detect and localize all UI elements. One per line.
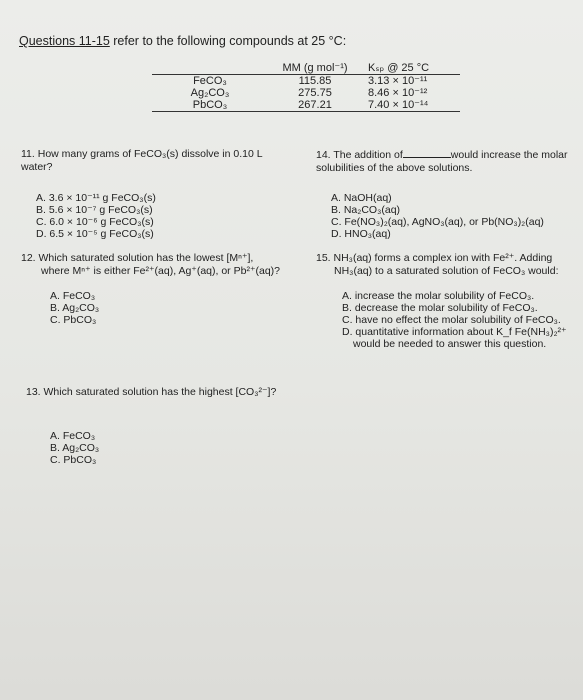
option-c[interactable]: C. PbCO₃ <box>50 314 97 326</box>
compound-cell: FeCO₃ <box>193 75 227 87</box>
question-15-line2: NH₃(aq) to a saturated solution of FeCO₃ would: <box>334 265 559 277</box>
molar-mass-cell: 275.75 <box>298 87 332 99</box>
ksp-cell: 8.46 × 10⁻¹² <box>368 87 428 99</box>
option-a[interactable]: A. FeCO₃ <box>50 430 96 442</box>
option-d[interactable]: D. 6.5 × 10⁻⁵ g FeCO₃(s) <box>36 228 154 240</box>
option-a[interactable]: A. increase the molar solubility of FeCO₃. <box>342 290 535 302</box>
question-14-options <box>331 192 544 240</box>
table-header-compound <box>152 62 268 75</box>
question-12-line2: where Mⁿ⁺ is either Fe²⁺(aq), Ag⁺(aq), or Pb²⁺(aq)? <box>41 265 280 277</box>
table-header-molar-mass: MM (g mol⁻¹) <box>268 62 362 75</box>
option-c[interactable]: C. Fe(NO₃)₂(aq), AgNO₃(aq), or Pb(NO₃)₂(aq) <box>331 216 544 228</box>
table-row <box>152 75 460 88</box>
option-c[interactable]: C. have no effect the molar solubility of FeCO₃. <box>342 314 561 326</box>
option-b[interactable]: B. Na₂CO₃(aq) <box>331 204 401 216</box>
option-d[interactable]: D. quantitative information about K_f Fe(NH₃)₂²⁺ would be needed to answer this question. <box>342 326 567 350</box>
question-13-options <box>50 430 99 466</box>
option-b[interactable]: B. decrease the molar solubility of FeCO₃. <box>342 302 538 314</box>
question-14-stem-start: 14. The addition of <box>316 149 403 161</box>
question-12-text <box>21 252 291 278</box>
answer-blank <box>403 148 451 158</box>
ksp-cell: 7.40 × 10⁻¹⁴ <box>362 99 460 112</box>
molar-mass-cell: 267.21 <box>268 99 362 112</box>
question-14-stem-line2: solubilities of the above solutions. <box>316 162 473 174</box>
table-header-row <box>152 62 460 75</box>
option-d[interactable]: D. HNO₃(aq) <box>331 228 391 240</box>
question-15-options <box>342 290 578 350</box>
question-12-options <box>50 290 99 326</box>
question-11-text: 11. How many grams of FeCO₃(s) dissolve in 0.10 L water? <box>21 148 263 173</box>
table-row <box>152 87 460 99</box>
heading-text: refer to the following compounds at 25 °C: <box>109 34 347 48</box>
compound-cell: PbCO₃ <box>152 99 268 112</box>
ksp-cell: 3.13 × 10⁻¹¹ <box>368 75 428 87</box>
question-12-line1: 12. Which saturated solution has the lowest [Mⁿ⁺], <box>21 252 254 264</box>
question-14-stem-end: would increase the molar <box>450 149 568 161</box>
question-14-text <box>316 148 578 175</box>
option-a[interactable]: A. FeCO₃ <box>50 290 96 302</box>
molar-mass-cell: 115.85 <box>298 75 332 87</box>
compound-cell: Ag₂CO₃ <box>190 87 230 99</box>
option-a[interactable]: A. NaOH(aq) <box>331 192 392 204</box>
option-b[interactable]: B. Ag₂CO₃ <box>50 442 100 454</box>
question-11-options <box>36 192 156 240</box>
question-13-text: 13. Which saturated solution has the highest [CO₃²⁻]? <box>26 386 277 398</box>
option-a[interactable]: A. 3.6 × 10⁻¹¹ g FeCO₃(s) <box>36 192 156 204</box>
option-c[interactable]: C. 6.0 × 10⁻⁶ g FeCO₃(s) <box>36 216 154 228</box>
section-heading <box>19 34 346 48</box>
table-header-ksp: Kₛₚ @ 25 °C <box>362 62 460 75</box>
question-15-line1: 15. NH₃(aq) forms a complex ion with Fe²⁺. Adding <box>316 252 553 264</box>
option-b[interactable]: B. Ag₂CO₃ <box>50 302 100 314</box>
table-row <box>152 99 460 112</box>
heading-question-range: Questions 11-15 <box>19 34 110 48</box>
compound-table <box>152 62 460 112</box>
option-c[interactable]: C. PbCO₃ <box>50 454 97 466</box>
option-b[interactable]: B. 5.6 × 10⁻⁷ g FeCO₃(s) <box>36 204 153 216</box>
question-15-text <box>316 252 578 278</box>
